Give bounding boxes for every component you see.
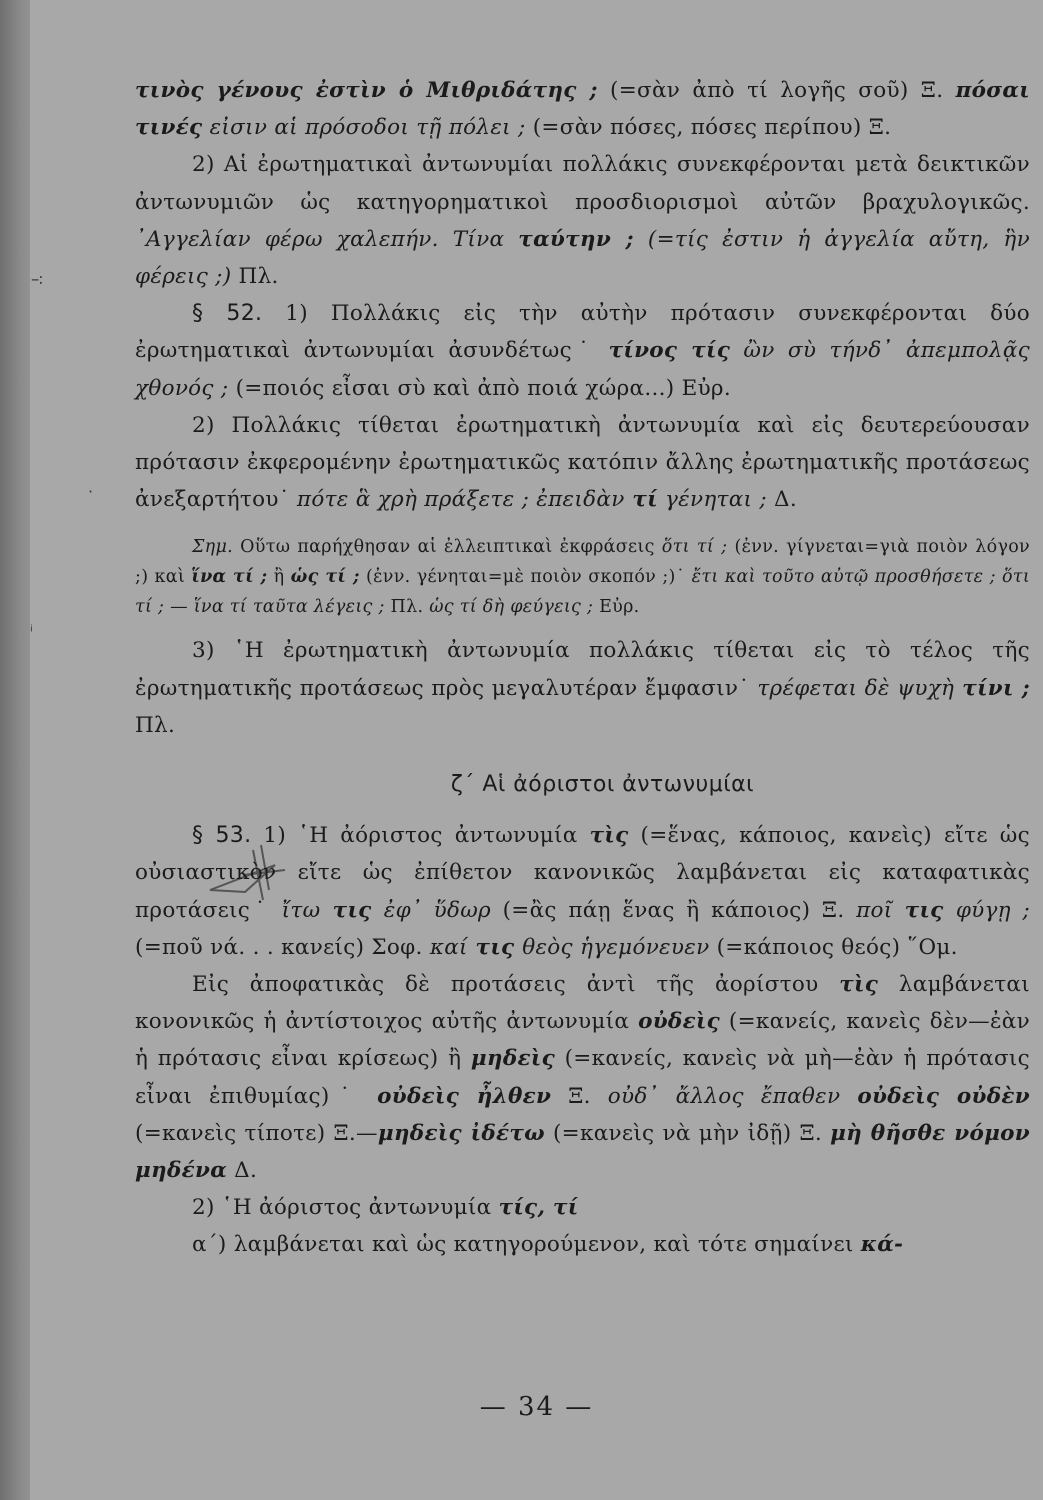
section-52-paragraph-2 bbox=[135, 407, 1030, 519]
keyword: τὶς bbox=[839, 972, 879, 998]
example-text: τίνι ; bbox=[954, 675, 1031, 701]
section-53-paragraph-3 bbox=[135, 1189, 1030, 1226]
example-text: οὐδ᾿ bbox=[607, 1083, 659, 1109]
example-text: ἄλλος ἔπαθεν bbox=[658, 1083, 858, 1109]
body-text: 2) Αἱ ἐρωτηματικαὶ ἀντωνυμίαι πολλάκις συνεκφέρονται μετὰ δεικτικῶν ἀντωνυμιῶν ὡς κατηγορηματικοὶ προσδιορισμοὶ αὐτῶν βραχυλογικῶς. bbox=[135, 152, 1030, 215]
body-text: 2) ῾Η ἀόριστος ἀντωνυμία bbox=[192, 1195, 499, 1221]
example-text: φύγῃ ; bbox=[955, 897, 1030, 923]
example-text: ἴτω bbox=[281, 897, 321, 923]
body-text: 1) Πολλάκις εἰς τὴν αὐτὴν πρότασιν συνεκφέρονται δύο ἐρωτηματικαὶ ἀντωνυμίαι ἀσυνδέτως˙ bbox=[135, 301, 1031, 364]
example-text: τίνος τίς bbox=[608, 338, 731, 364]
body-text: α΄) λαμβάνεται καὶ ὡς κατηγορούμενον, καὶ τότε σημαίνει bbox=[192, 1232, 861, 1258]
note-text: ἢ bbox=[267, 567, 291, 588]
note-example: ὡς τί δὴ φεύγεις ; bbox=[429, 597, 594, 618]
paragraph-3 bbox=[135, 632, 1030, 744]
body-text: λαμβάνεται κονονικῶς ἡ ἀντίστοιχος αὐτῆς ἀντωνυμία bbox=[135, 972, 1030, 1035]
body-text: (=κανείς, κανεὶς δὲν—ἐὰν ἡ πρότασις εἶναι κρίσεως) ἢ bbox=[135, 1009, 1030, 1072]
keyword: τὶς bbox=[589, 823, 629, 849]
note-text: (ἐνν. γίγνεται=γιὰ ποιὸν λόγον ;) καὶ bbox=[135, 537, 1030, 588]
example-text: τί bbox=[624, 487, 658, 513]
page-text bbox=[135, 72, 1030, 1264]
section-sign: § 52. bbox=[192, 301, 263, 327]
example-text: μὴ θῆσθε νόμον μηδένα bbox=[135, 1120, 1030, 1184]
gloss-text: (=κάποιος θεός) ῞Ομ. bbox=[709, 934, 958, 960]
gloss-text: (=σὰν πόσες, πόσες περίπου) Ξ. bbox=[525, 115, 892, 141]
note-label: Σημ. bbox=[192, 537, 233, 558]
example-text: πότε ἃ χρὴ πράξετε ; ἐπειδὰν bbox=[296, 487, 625, 513]
keyword: τις bbox=[320, 897, 384, 923]
note-example: ὡς τί ; bbox=[290, 567, 360, 588]
keyword: οὐδεὶς οὐδὲν bbox=[857, 1083, 1030, 1109]
source-abbrev: Δ. bbox=[227, 1158, 258, 1184]
section-53-paragraph-2 bbox=[135, 966, 1030, 1189]
keyword: μηδεὶς ἰδέτω bbox=[377, 1120, 545, 1146]
example-text: ᾿Αγγελίαν φέρω χαλεπήν. Τίνα bbox=[135, 226, 519, 252]
example-text: ταύτην ; bbox=[518, 226, 634, 252]
section-heading: ζ΄ Αἱ ἀόριστοι ἀντωνυμίαι bbox=[450, 772, 755, 798]
section-53-paragraph-1 bbox=[135, 817, 1030, 966]
note-paragraph bbox=[135, 532, 1030, 622]
note-text: (ἐνν. γένηται=μὲ ποιὸν σκοπόν ;)˙ bbox=[359, 567, 692, 588]
keyword: τις bbox=[892, 897, 956, 923]
margin-mark: · bbox=[88, 482, 94, 501]
keyword: τίς, τί bbox=[498, 1195, 579, 1221]
body-text: (=ἕνας, κάποιος, κανεὶς) εἴτε ὡς οὐσιαστικὸν εἴτε ὡς ἐπίθετον κανονικῶς λαμβάνεται εἰς καταφατικὰς προτάσεις˙ bbox=[135, 823, 1030, 923]
gloss-text: (=κανεὶς νὰ μὴν ἰδῇ) Ξ. bbox=[544, 1120, 831, 1146]
section-53-paragraph-4 bbox=[135, 1226, 1030, 1263]
source-abbrev: Ξ. bbox=[551, 1083, 608, 1109]
gloss-text: (=ποῦ νά. . . κανείς) Σοφ. bbox=[135, 934, 430, 960]
page-number: — 34 — bbox=[479, 1392, 594, 1422]
example-text: εἰσιν αἱ πρόσοδοι τῇ πόλει ; bbox=[202, 115, 526, 141]
example-text: ὢν σὺ τήνδ᾿ ἀπεμπολᾷς χθονός ; bbox=[135, 338, 1030, 401]
note-text: Πλ. bbox=[384, 597, 430, 618]
keyword: οὐδεὶς bbox=[638, 1009, 721, 1035]
example-text: γένηται ; bbox=[657, 487, 767, 513]
gloss-text: (=κανεὶς τίποτε) Ξ.— bbox=[135, 1120, 378, 1146]
example-text: ἐστιν ἡ ἀγγελία αὔτη, ἣν φέρεις ;) bbox=[135, 226, 1030, 290]
example-text: ἐφ᾿ ὕδωρ bbox=[383, 897, 491, 923]
example-text: θεὸς ἡγεμόνευεν bbox=[522, 934, 710, 960]
note-example: ἔτι καὶ τοῦτο αὐτῷ προσθήσετε ; ὅτι τί ; — ἵνα τί ταῦτα λέγεις ; bbox=[135, 567, 1030, 618]
body-text: 1) ῾Η ἀόριστος ἀντωνυμία bbox=[251, 823, 590, 849]
gloss-text: (=σὰν ἀπὸ τί λογῆς σοῦ) Ξ. bbox=[597, 78, 944, 103]
note-example: ὅτι τί ; bbox=[661, 537, 728, 558]
example-text: τινὸς γένους ἐστὶν ὁ Μιθριδάτης ; bbox=[135, 78, 598, 103]
source-abbrev: Πλ. bbox=[135, 712, 176, 738]
example-text: πόσαι τινές bbox=[135, 78, 1030, 141]
body-text: 2) Πολλάκις τίθεται ἐρωτηματικὴ ἀντωνυμία καὶ εἰς δευτερεύουσαν πρότασιν ἐκφερομένην ἐρωτηματικῶς κατόπιν ἄλλης ἐρωτηματικῆς προτάσεως ἀνεξαρτήτου˙ bbox=[135, 412, 1030, 513]
note-text: Οὕτω παρήχθησαν αἱ ἐλλειπτικαὶ ἐκφράσεις bbox=[233, 537, 662, 558]
book-page bbox=[30, 0, 1043, 1500]
section-52-paragraph-1 bbox=[135, 295, 1030, 407]
keyword: κά- bbox=[860, 1232, 904, 1258]
section-sign: § 53. bbox=[192, 823, 252, 849]
body-text: 3) ῾Η ἐρωτηματικὴ ἀντωνυμία πολλάκις τίθεται εἰς τὸ τέλος τῆς ἐρωτηματικῆς προτάσεως πρὸς μεγαλυτέραν ἔμφασιν˙ bbox=[135, 638, 1030, 701]
example-text: καί bbox=[429, 934, 468, 960]
margin-mark: ⁱ bbox=[30, 622, 33, 641]
example-text: (=τίς bbox=[633, 226, 723, 252]
body-text: (=κανείς, κανεὶς νὰ μὴ—ἐὰν ἡ πρότασις εἶναι ἐπιθυμίας)˙ bbox=[135, 1046, 1030, 1109]
paragraph-2 bbox=[135, 146, 1030, 295]
keyword: μηδεὶς bbox=[470, 1046, 555, 1072]
example-text: οὐδεὶς ἦλθεν bbox=[377, 1083, 552, 1109]
gloss-text: (=ποιός εἶσαι σὺ καὶ ἀπὸ ποιά χώρα...) Εὐρ. bbox=[228, 375, 732, 401]
body-text: Εἰς ἀποφατικὰς δὲ προτάσεις ἀντὶ τῆς ἀορίστου bbox=[192, 972, 840, 998]
example-text: ποῖ bbox=[856, 897, 893, 923]
note-text: Εὐρ. bbox=[593, 597, 640, 618]
note-example: ἵνα τί ; bbox=[191, 567, 268, 588]
paragraph-continued bbox=[135, 72, 1030, 146]
source-abbrev: Πλ. bbox=[231, 264, 279, 290]
source-abbrev: Δ. bbox=[766, 487, 798, 513]
margin-mark: ∹ bbox=[30, 270, 44, 289]
gloss-text: (=ἂς πάῃ ἕνας ἢ κάποιος) Ξ. bbox=[491, 897, 857, 923]
example-text: τρέφεται δὲ ψυχὴ bbox=[757, 675, 955, 701]
keyword: τις bbox=[467, 934, 523, 960]
